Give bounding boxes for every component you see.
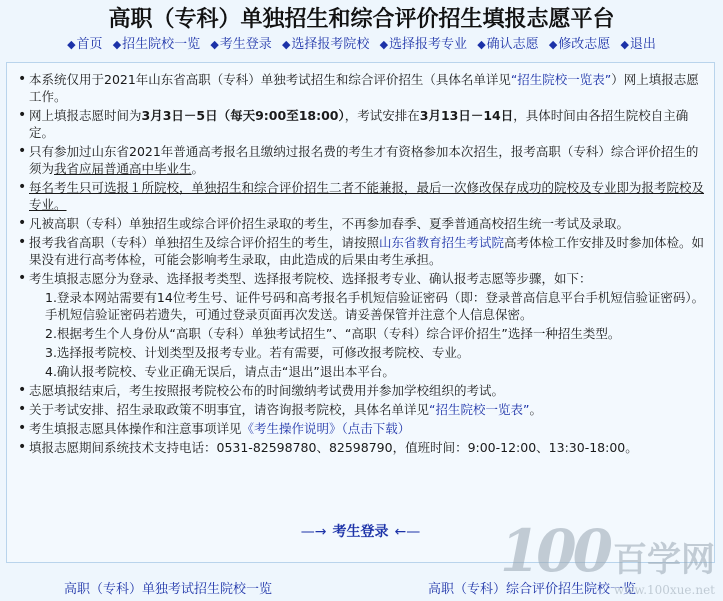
nav-label: 选择报考专业 — [389, 37, 468, 52]
step-text: 1.登录本网站需要有14位考生号、证件号码和高考报名手机短信验证密码（即：登录普高信息平台手机短信验证密码）。手机短信验证密码若遗失，可通过登录页面再次发送。请妥善保管并注意个人信息保密。 — [45, 290, 705, 322]
watermark-text: 百学网 — [613, 540, 715, 580]
eligibility-emphasis: 我省应届普通高中毕业生 — [54, 161, 192, 176]
diamond-icon: ◆ — [379, 38, 389, 51]
diamond-icon: ◆ — [477, 38, 486, 51]
notice-text: 填报志愿期间系统技术支持电话：0531-82598780、82598790，值班时间：9:00-12:00、13:30-18:00。 — [29, 440, 638, 455]
watermark-number: 100 — [499, 517, 609, 585]
notice-no-unified-exam — [17, 215, 706, 232]
page-title: 高职（专科）单独招生和综合评价招生填报志愿平台 — [108, 6, 615, 32]
school-list-link[interactable]: “招生院校一览表” — [510, 72, 612, 87]
notice-list — [7, 63, 714, 456]
step-1 — [17, 289, 706, 323]
notice-text: 高考体检工作安排及时参加体检。如果没有进行高考体检，可能会影响考生录取，由此造成的后果由考生承担。 — [29, 235, 705, 267]
notice-text: ）网上填报志愿工作。 — [29, 72, 699, 104]
notice-text: 考生填报志愿具体操作和注意事项详见 — [29, 421, 242, 436]
step-2 — [17, 325, 706, 342]
notice-text: 本系统仅用于2021年山东省高职（专科）单独考试招生和综合评价招生（具体名单详见 — [29, 72, 511, 87]
exam-institute-link[interactable]: 山东省教育招生考试院 — [379, 235, 505, 250]
notice-consult — [17, 401, 706, 418]
top-nav — [0, 35, 723, 55]
nav-login[interactable] — [210, 37, 271, 52]
nav-school-list[interactable] — [113, 37, 200, 52]
diamond-icon: ◆ — [210, 38, 219, 51]
arrow-right-icon: —→ — [300, 524, 327, 540]
nav-label: 确认志愿 — [486, 37, 539, 52]
notice-steps — [17, 270, 706, 287]
nav-label: 考生登录 — [219, 37, 272, 52]
step-text: 4.确认报考院校、专业正确无误后，请点击“退出”退出本平台。 — [45, 364, 395, 379]
nav-select-major[interactable] — [380, 37, 467, 52]
footer-link-single-exam[interactable]: 高职（专科）单独考试招生院校一览 — [64, 582, 273, 597]
notice-one-school — [17, 179, 706, 213]
diamond-icon: ◆ — [548, 38, 558, 51]
step-text: 2.根据考生个人身份从“高职（专科）单独考试招生”、“高职（专科）综合评价招生”选择一种招生类型。 — [45, 326, 621, 341]
notice-support — [17, 439, 706, 456]
step-text: 3.选择报考院校、计划类型及报考专业。若有需要，可修改报考院校、专业。 — [45, 345, 470, 360]
nav-home[interactable] — [67, 37, 102, 52]
notice-time — [17, 107, 706, 141]
nav-label: 首页 — [76, 37, 103, 52]
exam-time: 3月13日－14日 — [419, 108, 514, 123]
nav-label: 退出 — [629, 37, 656, 52]
login-area — [7, 521, 714, 541]
notice-text: 凡被高职（专科）单独招生或综合评价招生录取的考生，不再参加春季、夏季普通高校招生统一考试及录取。 — [29, 216, 630, 231]
watermark-url: www.100xue.net — [613, 583, 715, 597]
diamond-icon: ◆ — [620, 38, 629, 51]
step-3 — [17, 344, 706, 361]
notice-after-fill — [17, 382, 706, 399]
notice-manual — [17, 420, 706, 437]
nav-label: 修改志愿 — [558, 37, 611, 52]
footer-link-comprehensive[interactable]: 高职（专科）综合评价招生院校一览 — [428, 582, 637, 597]
nav-label: 招生院校一览 — [122, 37, 201, 52]
diamond-icon: ◆ — [112, 38, 122, 51]
nav-modify[interactable] — [549, 37, 610, 52]
notice-text: 关于考试安排、招生录取政策不明事宜，请咨询报考院校，具体名单详见 — [29, 402, 430, 417]
arrow-left-icon: ←— — [394, 524, 421, 540]
diamond-icon: ◆ — [67, 38, 76, 51]
manual-download-link[interactable]: 《考生操作说明》（点击下载） — [241, 421, 411, 436]
nav-select-school[interactable] — [282, 37, 369, 52]
notice-text: 志愿填报结束后，考生按照报考院校公布的时间缴纳考试费用并参加学校组织的考试。 — [29, 383, 505, 398]
notice-scope — [17, 71, 706, 105]
notice-text: 。 — [529, 402, 542, 417]
step-4 — [17, 363, 706, 380]
school-list-link[interactable]: “招生院校一览表” — [429, 402, 530, 417]
login-link[interactable]: 考生登录 — [332, 524, 389, 540]
notice-text: 。 — [191, 161, 205, 176]
nav-confirm[interactable] — [477, 37, 538, 52]
notice-text: ，具体时间由各招生院校自主确定。 — [29, 108, 689, 140]
nav-logout[interactable] — [620, 37, 655, 52]
notice-text: ，考试安排在 — [344, 108, 420, 123]
notice-text: 只有参加过山东省2021年普通高考报名且缴纳过报名费的考生才有资格参加本次招生，报考高职（专科）综合评价招生的须为 — [29, 144, 699, 176]
diamond-icon: ◆ — [281, 38, 291, 51]
notice-physical-exam — [17, 234, 706, 268]
notice-text: 考生填报志愿分为登录、选择报考类型、选择报考院校、选择报考专业、确认报考志愿等步骤，如下： — [29, 271, 592, 286]
notice-text: 报考我省高职（专科）单独招生及综合评价招生的考生，请按照 — [29, 235, 380, 250]
notice-text: 每名考生只可选报１所院校，单独招生和综合评价招生二者不能兼报，最后一次修改保存成功的院校及专业即为报考院校及专业。 — [29, 180, 705, 212]
fill-time: 3月3日－5日（每天9:00至18:00） — [141, 108, 345, 123]
nav-label: 选择报考院校 — [291, 37, 370, 52]
notice-text: 网上填报志愿时间为 — [29, 108, 142, 123]
notice-eligibility — [17, 143, 706, 177]
notice-panel — [6, 62, 715, 563]
